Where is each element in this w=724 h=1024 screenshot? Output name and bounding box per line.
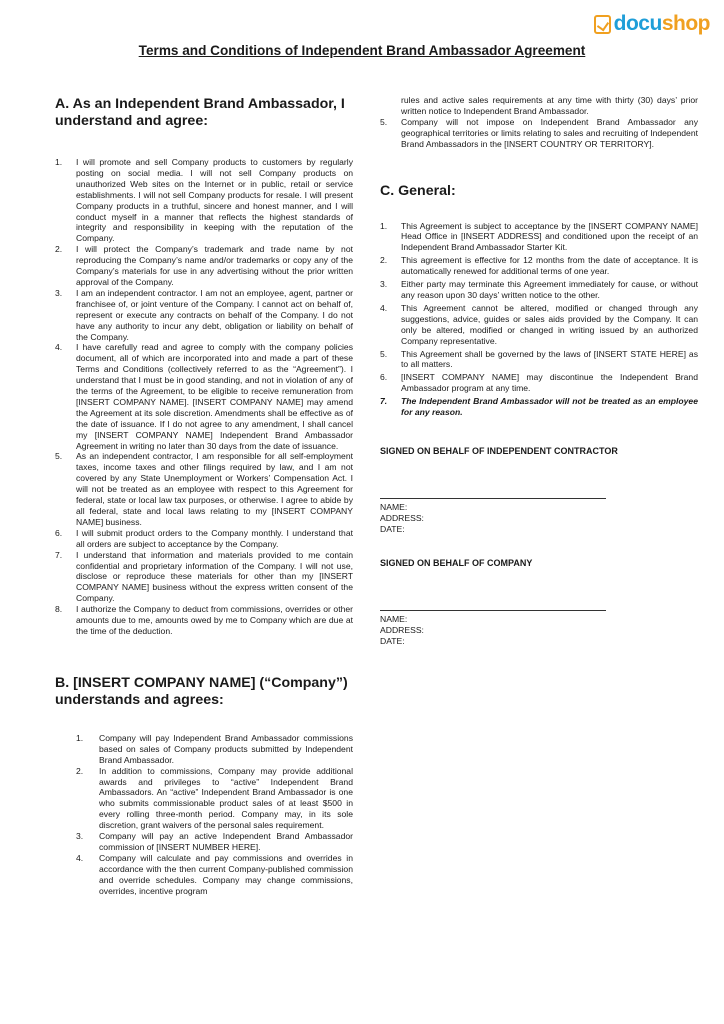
item-text: Company will pay an active Independent Brand Ambassador commission of [INSERT NUMBER HERE]. bbox=[99, 831, 353, 852]
name-label: NAME: bbox=[380, 613, 408, 624]
item-number: 6. bbox=[55, 527, 63, 538]
item-text: I authorize the Company to deduct from commissions, overrides or other amounts due to me, amounts owed by me to Company which are due at the time of the deduction. bbox=[76, 604, 353, 636]
company-signature-fields bbox=[380, 614, 698, 648]
item-number: 7. bbox=[380, 396, 388, 407]
item-text: I will protect the Company’s trademark and trade name by not reproducing the Company’s name and/or trademarks or copy any of the Company’s materials for use in any advertising without the prior written approval of the Company. bbox=[76, 244, 353, 287]
item-number: 5. bbox=[380, 116, 388, 127]
list-item bbox=[55, 604, 353, 637]
item-number: 3. bbox=[380, 279, 388, 290]
list-item bbox=[55, 528, 353, 550]
list-item bbox=[380, 349, 698, 371]
brand-part2: shop bbox=[661, 12, 710, 35]
section-a-list bbox=[55, 157, 353, 637]
docushop-check-icon bbox=[594, 15, 611, 34]
contractor-signature-heading: SIGNED ON BEHALF OF INDEPENDENT CONTRACTOR bbox=[380, 445, 618, 456]
item-number: 8. bbox=[55, 604, 63, 615]
item-text: Company will not impose on Independent Brand Ambassador any geographical territories or limits relating to sales and recruiting of Independent Brand Ambassadors in the [INSERT COUNTRY OR TERRITORY]. bbox=[401, 116, 698, 149]
section-c-list bbox=[380, 221, 698, 418]
item-text: I have carefully read and agree to comply with the company policies document, all of which are incorporated into and made a part of these Terms and Conditions (collectively referred to as the “Agreement”). I understand that I must be in good standing, and not in violation of any of the terms of the Agreement, to be eligible to receive remuneration from [INSERT COMPANY NAME]. [INSERT COMPANY NAME] may amend the Agreement at its sole discretion. Amendments shall be effective as of the date of issuance. If I do not agree to any amendment, I shall cancel my [INSERT COMPANY NAME] Independent Brand Ambassador Agreement in writing no later than 30 days from the date of issuance. bbox=[76, 342, 353, 451]
contractor-signature-fields bbox=[380, 502, 698, 536]
list-item bbox=[55, 831, 353, 853]
list-item bbox=[55, 451, 353, 527]
address-label: ADDRESS: bbox=[380, 513, 424, 524]
list-item bbox=[55, 157, 353, 244]
item-number: 5. bbox=[380, 348, 388, 359]
item-text: Either party may terminate this Agreement immediately for cause, or without any reason upon 30 days’ written notice to the other. bbox=[401, 279, 698, 300]
list-item bbox=[55, 733, 353, 766]
item-text: I am an independent contractor. I am not an employee, agent, partner or franchisee of, or joint venture of the Company. I cannot act on behalf of, represent or execute any contracts on behalf of the Company. I do not have any authority to incur any debt, obligation or liability on behalf of the Company. bbox=[76, 287, 353, 342]
left-column bbox=[55, 96, 353, 896]
brand-wordmark bbox=[614, 12, 710, 36]
item-number: 4. bbox=[76, 852, 84, 863]
item-number: 7. bbox=[55, 549, 63, 560]
list-item bbox=[55, 766, 353, 831]
item-number: 4. bbox=[380, 302, 388, 313]
list-item bbox=[380, 255, 698, 277]
item-number: 3. bbox=[55, 287, 63, 298]
item-text: Company will calculate and pay commissions and overrides in accordance with the then current Company-published commission and override schedules. Company may change commissions, overrides, incentive program bbox=[99, 852, 353, 896]
contractor-signature-line bbox=[380, 498, 606, 499]
list-item bbox=[380, 221, 698, 254]
item-text: The Independent Brand Ambassador will not be treated as an employee for any reason. bbox=[401, 396, 698, 418]
item-text: In addition to commissions, Company may provide additional awards and privileges to “active” Independent Brand Ambassadors. An “active” Independent Brand Ambassador is one who submits commissionable product sales of at least $500 in every rolling three-month period. Company may, in its sole discretion, grant waivers of the personal sales requirement. bbox=[99, 765, 353, 831]
item-text: [INSERT COMPANY NAME] may discontinue the Independent Brand Ambassador program at any time. bbox=[401, 372, 698, 394]
item-text: I will promote and sell Company products to customers by regularly posting on social media. I will not sell Company products on unauthorized Web sites on the Internet or in public, retail or service establishments. I will not sell Company products for resale. I will present Company products in a truthful, sincere and honest manner, and I will conduct myself in a manner that reflects the highest standards of integrity and responsibility in keeping with the reputation of the Company. bbox=[76, 157, 353, 244]
item-number: 3. bbox=[76, 831, 84, 842]
list-item bbox=[55, 550, 353, 605]
section-c-heading: C. General: bbox=[380, 182, 456, 199]
item-number: 2. bbox=[76, 765, 84, 776]
item-text: I will submit product orders to the Company monthly. I understand that all orders are subject to acceptance by the Company. bbox=[76, 527, 353, 549]
company-signature-heading: SIGNED ON BEHALF OF COMPANY bbox=[380, 557, 533, 568]
item-number: 1. bbox=[380, 220, 388, 231]
address-label: ADDRESS: bbox=[380, 624, 424, 635]
section-b-heading: B. [INSERT COMPANY NAME] (“Company”) understands and agrees: bbox=[55, 674, 348, 708]
list-item bbox=[55, 244, 353, 288]
name-label: NAME: bbox=[380, 501, 408, 512]
item-text: This agreement is effective for 12 months from the date of acceptance. It is automatically renewed for additional terms of one year. bbox=[401, 255, 698, 277]
item-number: 4. bbox=[55, 342, 63, 353]
item-text: This Agreement shall be governed by the laws of [INSERT STATE HERE] as to all matters. bbox=[401, 348, 698, 370]
list-item bbox=[380, 372, 698, 394]
item-number: 6. bbox=[380, 372, 388, 383]
right-column bbox=[380, 96, 698, 647]
list-item bbox=[380, 95, 698, 117]
item-number: 5. bbox=[55, 451, 63, 462]
list-item bbox=[55, 853, 353, 897]
item-text: This Agreement is subject to acceptance by the [INSERT COMPANY NAME] Head Office in [INSERT ADDRESS] and conditioned upon the receipt of an Independent Brand Ambassador Starter Kit. bbox=[401, 220, 698, 253]
date-label: DATE: bbox=[380, 635, 405, 646]
list-item bbox=[380, 303, 698, 347]
item-text: As an independent contractor, I am responsible for all self-employment taxes, income taxes and other filings required by law, and I am not covered by any State Unemployment or Workers’ Compensation Act. I will not be treated as an employee with respect to this Agreement for federal, state or local law tax purposes, or otherwise. I agree to abide by all federal, state and local laws relating to my [INSERT COMPANY NAME] business. bbox=[76, 451, 353, 527]
brand-part1: docu bbox=[613, 12, 662, 35]
item-number: 2. bbox=[55, 244, 63, 255]
date-label: DATE: bbox=[380, 524, 405, 535]
item-number: 1. bbox=[76, 732, 84, 743]
list-item bbox=[55, 342, 353, 451]
list-item bbox=[55, 288, 353, 343]
item-text: rules and active sales requirements at any time with thirty (30) days’ prior written notice to Independent Brand Ambassador. bbox=[401, 95, 698, 116]
item-text: Company will pay Independent Brand Ambassador commissions based on sales of Company products submitted by Independent Brand Ambassador. bbox=[99, 732, 353, 765]
section-b-list-continued bbox=[380, 95, 698, 150]
item-number bbox=[380, 95, 401, 117]
section-b-list bbox=[55, 733, 353, 897]
item-number: 2. bbox=[380, 255, 388, 266]
list-item bbox=[380, 279, 698, 301]
document-title: Terms and Conditions of Independent Brand Ambassador Agreement bbox=[138, 43, 586, 58]
company-signature-line bbox=[380, 610, 606, 611]
docushop-logo bbox=[594, 12, 710, 36]
section-a-heading: A. As an Independent Brand Ambassador, I understand and agree: bbox=[55, 96, 345, 129]
item-number: 1. bbox=[55, 157, 63, 167]
list-item bbox=[380, 117, 698, 150]
item-text: I understand that information and materials provided to me contain confidential and proprietary information of the Company. I will not use, disclose or reproduce these materials for other than my [INSERT COMPANY NAME] business without the express written consent of the Company. bbox=[76, 549, 353, 604]
item-text: This Agreement cannot be altered, modified or changed through any suggestions, advice, guides or sales aids provided by the Company. It can only be altered, modified or changed in writing issued by an authorized Company representative. bbox=[401, 302, 698, 346]
list-item bbox=[380, 396, 698, 418]
